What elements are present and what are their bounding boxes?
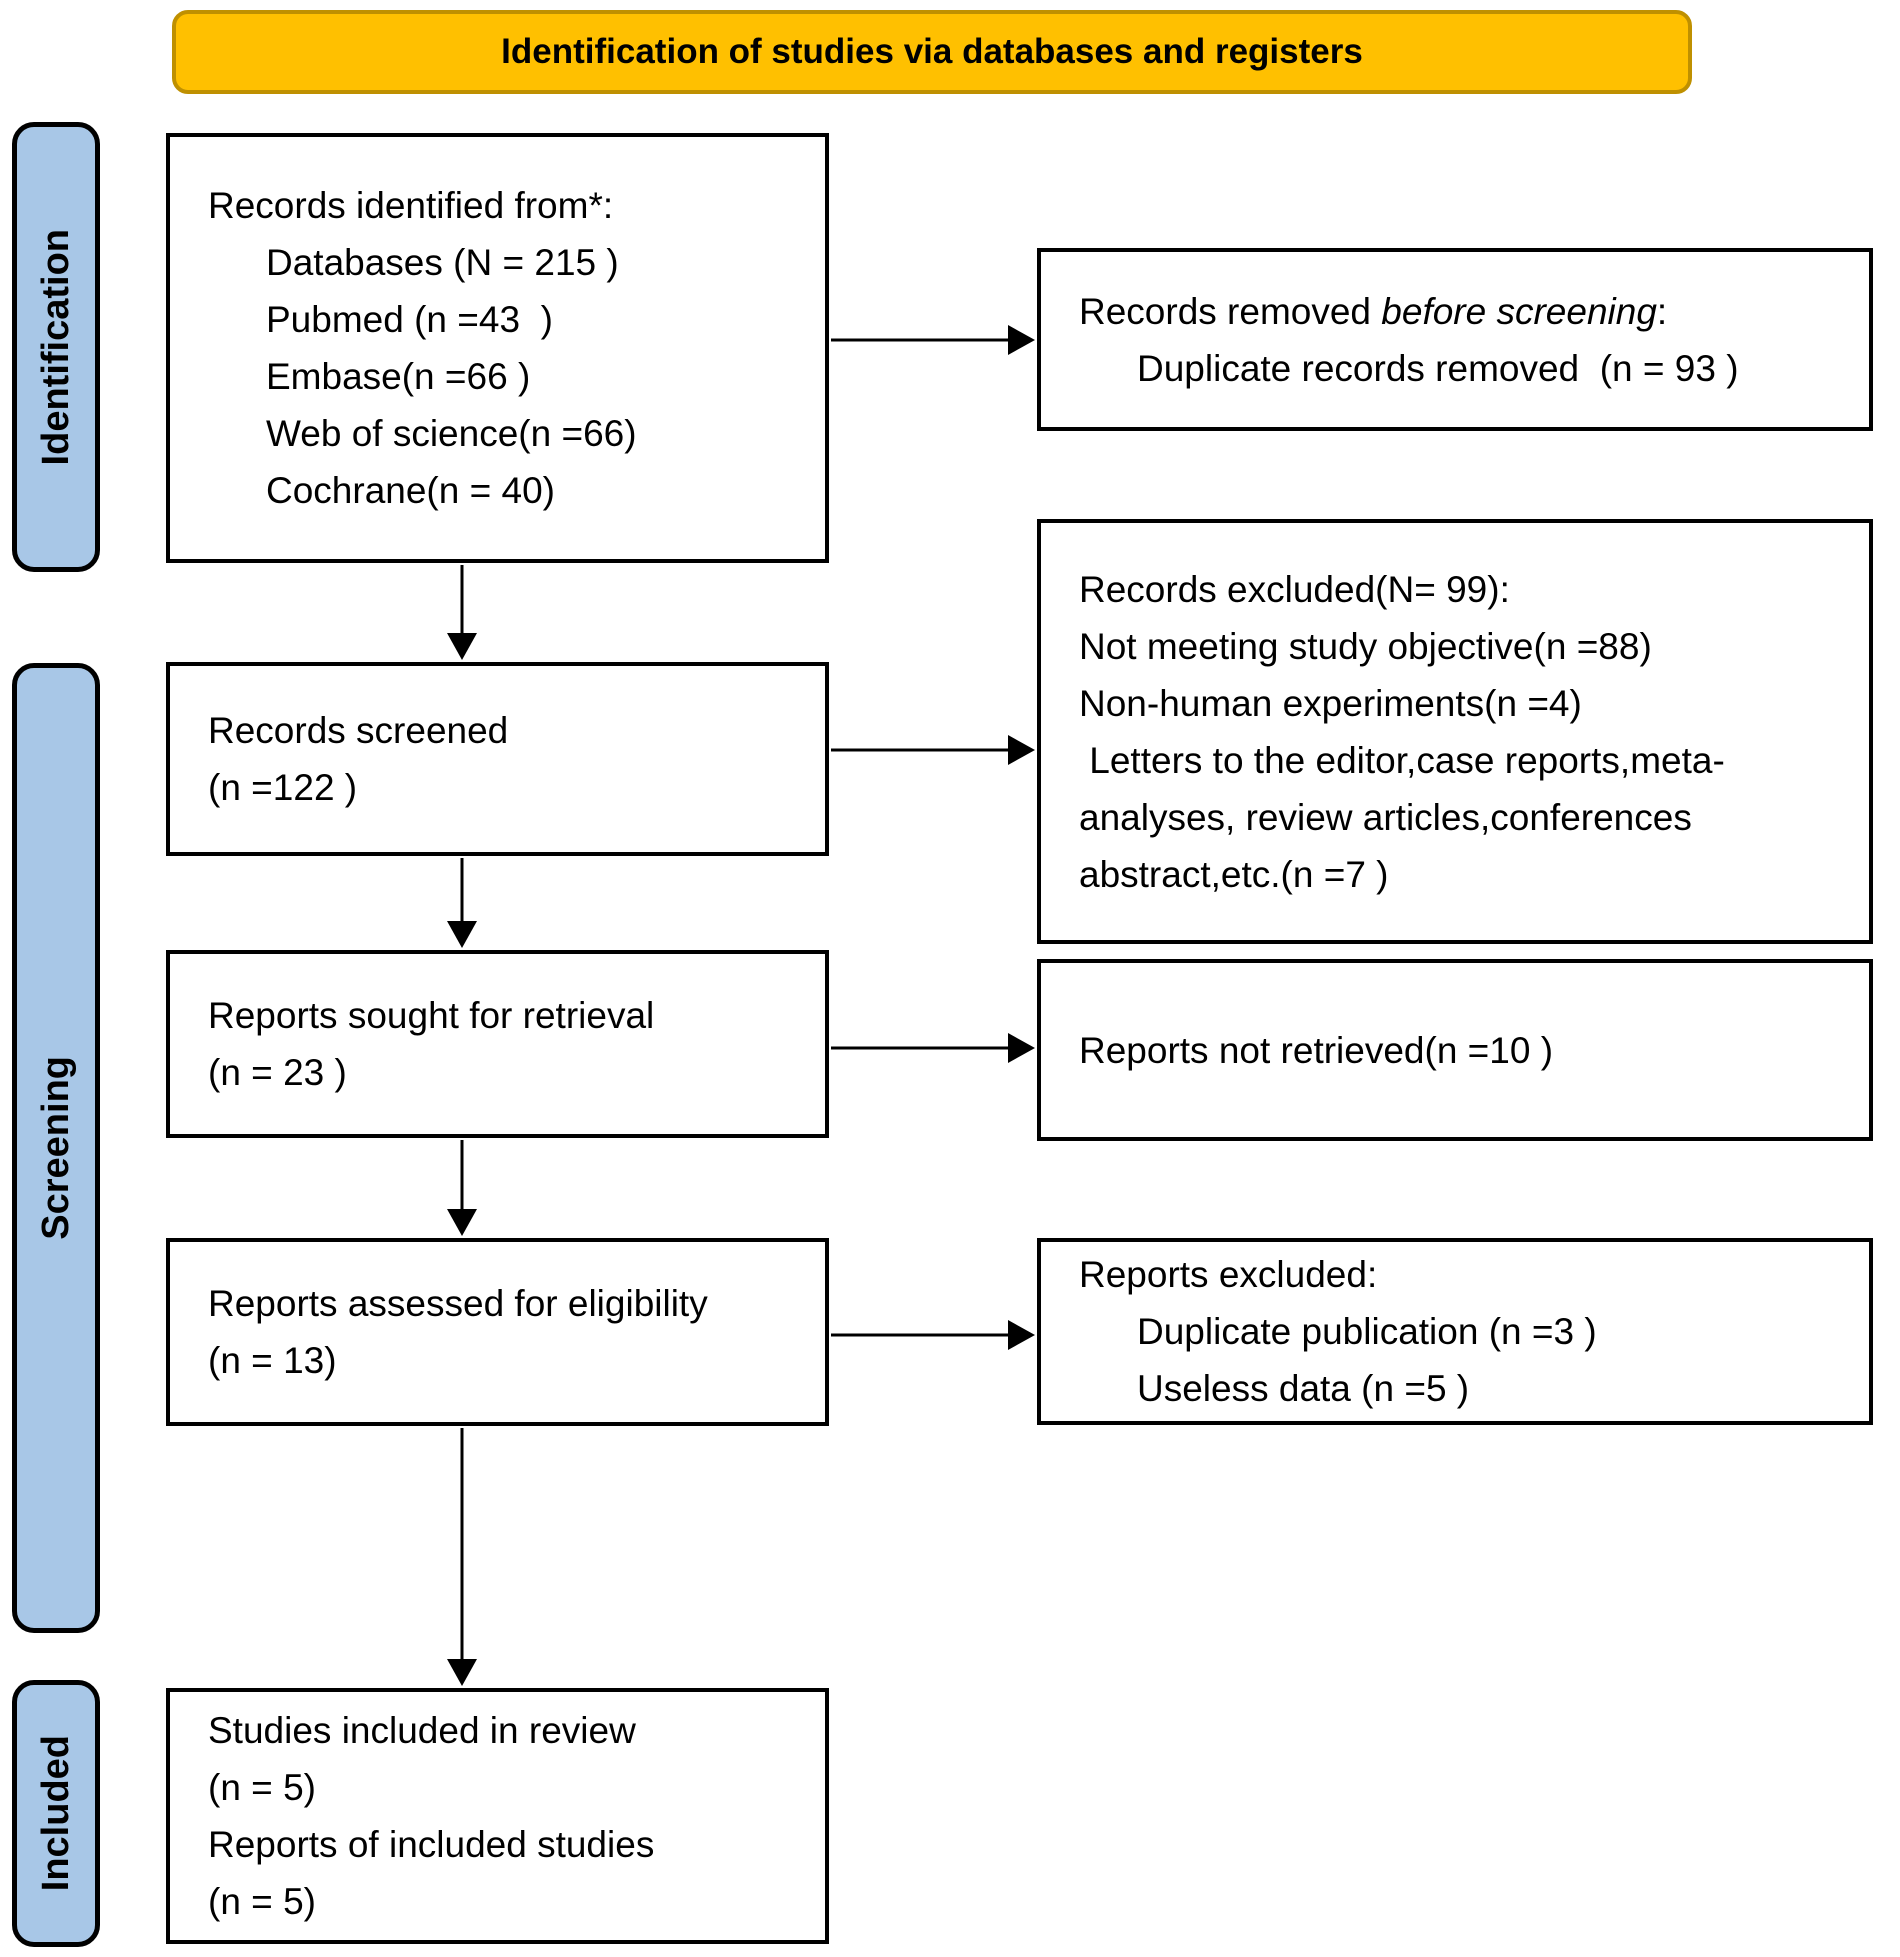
box-line: Duplicate records removed (n = 93 ): [1137, 347, 1739, 389]
stage-bar-identification: [12, 122, 100, 572]
box-reports-assessed: [166, 1238, 829, 1426]
box-line: Pubmed (n =43 ): [266, 299, 553, 340]
arrow-screened-to-excluded: [831, 735, 1035, 765]
arrow-screened-to-sought: [447, 858, 477, 948]
diagram-title: Identification of studies via databases and registers: [501, 32, 1363, 71]
arrow-identified-to-screened: [447, 565, 477, 660]
arrow-assessed-to-included: [447, 1428, 477, 1686]
box-line: (n = 13): [208, 1340, 337, 1381]
arrow-sought-to-not-retrieved: [831, 1033, 1035, 1063]
box-reports-excluded: [1037, 1238, 1873, 1425]
box-records-removed: [1037, 248, 1873, 431]
box-line: Records excluded(N= 99):: [1079, 568, 1510, 610]
box-line: Embase(n =66 ): [266, 356, 531, 397]
box-line: Studies included in review: [208, 1710, 636, 1751]
arrow-assessed-to-reports-excluded: [831, 1320, 1035, 1350]
box-line: Cochrane(n = 40): [266, 470, 555, 511]
stage-label-included: Included: [34, 1735, 77, 1892]
box-line: Duplicate publication (n =3 ): [1137, 1311, 1597, 1352]
box-studies-included: [166, 1688, 829, 1944]
box-line: Letters to the editor,case reports,meta-: [1079, 739, 1725, 781]
box-records-excluded: [1037, 519, 1873, 944]
box-line: Not meeting study objective(n =88): [1079, 625, 1652, 667]
box-line: Reports assessed for eligibility: [208, 1283, 708, 1324]
box-reports-sought: [166, 950, 829, 1138]
box-records-screened: [166, 662, 829, 856]
stage-label-screening: Screening: [34, 1056, 77, 1240]
box-line: (n =122 ): [208, 767, 358, 808]
stage-label-identification: Identification: [34, 228, 77, 466]
box-line: Non-human experiments(n =4): [1079, 682, 1582, 724]
box-heading: Records identified from*:: [208, 185, 614, 226]
box-reports-not-retrieved: [1037, 959, 1873, 1141]
arrow-identified-to-removed: [831, 325, 1035, 355]
stage-bar-included: [12, 1680, 100, 1947]
box-line: (n = 5): [208, 1881, 316, 1922]
stage-bar-screening: [12, 663, 100, 1633]
box-line: (n = 5): [208, 1767, 316, 1808]
heading-prefix: Records removed: [1079, 290, 1382, 332]
box-line: Databases (N = 215 ): [266, 242, 619, 283]
heading-emphasis: before screening: [1381, 290, 1657, 332]
box-line: Reports of included studies: [208, 1824, 655, 1865]
box-line: Records screened: [208, 710, 509, 751]
box-line: Useless data (n =5 ): [1137, 1368, 1470, 1409]
box-heading: [1079, 283, 1857, 340]
arrow-sought-to-assessed: [447, 1140, 477, 1236]
box-line: Reports sought for retrieval: [208, 995, 655, 1036]
title-banner: [172, 10, 1692, 94]
box-line: (n = 23 ): [208, 1052, 347, 1093]
box-records-identified: [166, 133, 829, 563]
box-heading: Reports excluded:: [1079, 1254, 1378, 1295]
heading-suffix: :: [1656, 290, 1668, 332]
box-line: Reports not retrieved(n =10 ): [1079, 1029, 1554, 1071]
box-line: Web of science(n =66): [266, 413, 637, 454]
box-line: analyses, review articles,conferences: [1079, 796, 1692, 838]
box-line: abstract,etc.(n =7 ): [1079, 853, 1389, 895]
